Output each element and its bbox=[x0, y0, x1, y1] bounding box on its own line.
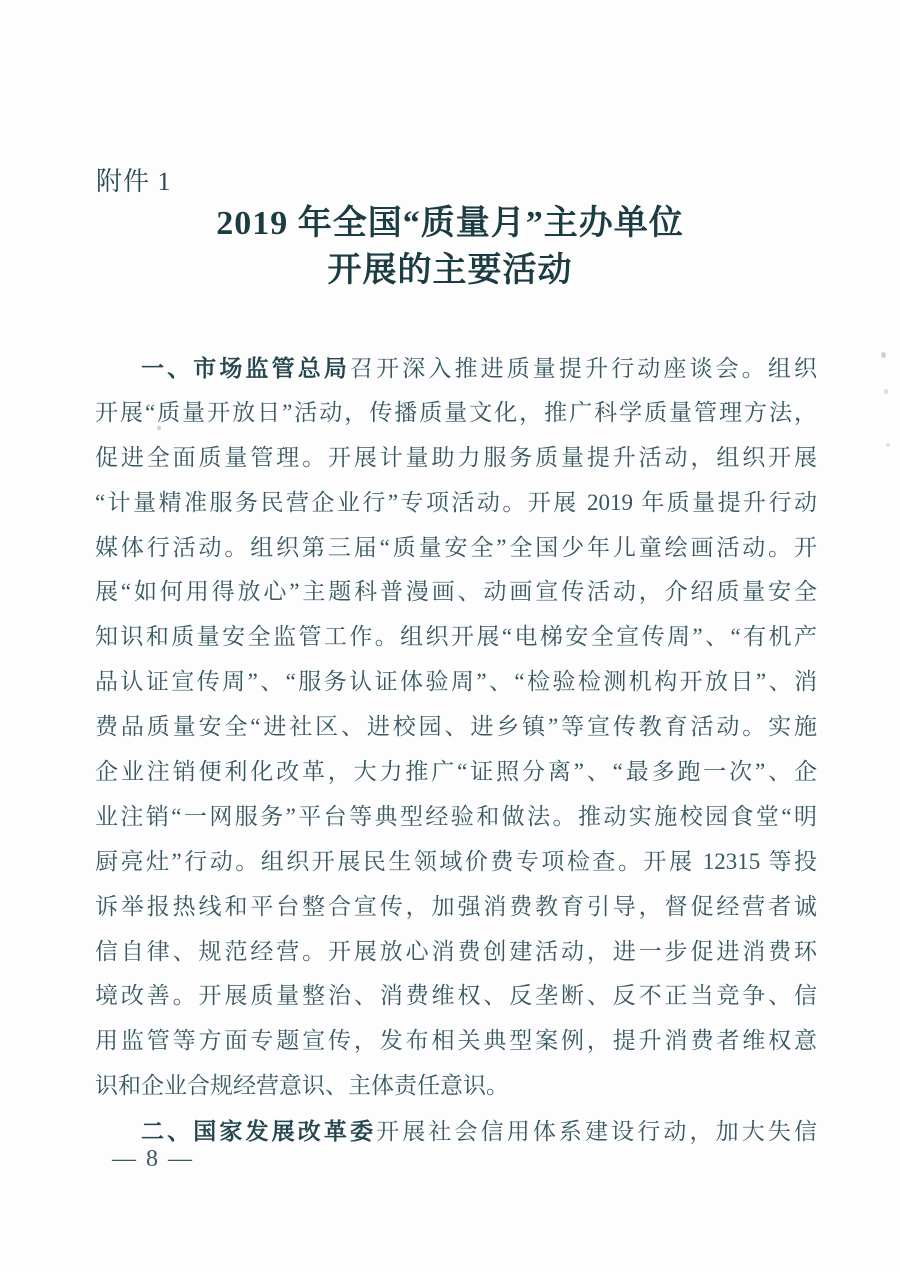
text-line-content: 业注销“一网服务”平台等典型经验和做法。推动实施校园食堂“明 bbox=[95, 803, 817, 829]
scan-artifact bbox=[886, 443, 890, 447]
text-line-content: 开展“质量开放日”活动，传播质量文化，推广科学质量管理方法， bbox=[95, 399, 817, 425]
text-line bbox=[95, 570, 817, 615]
text-line-content: 诉举报热线和平台整合宣传，加强消费教育引导，督促经营者诚 bbox=[95, 893, 817, 919]
text-line-content: 促进全面质量管理。开展计量助力服务质量提升活动，组织开展 bbox=[95, 444, 817, 470]
text-line-content: 展“如何用得放心”主题科普漫画、动画宣传活动，介绍质量安全 bbox=[95, 579, 817, 605]
document-title-line2: 开展的主要活动 bbox=[327, 252, 573, 289]
text-line-content: 境改善。开展质量整治、消费维权、反垄断、反不正当竞争、信 bbox=[95, 983, 817, 1009]
text-line bbox=[95, 750, 817, 795]
text-line bbox=[95, 346, 817, 391]
text-line-content: 媒体行活动。组织第三届“质量安全”全国少年儿童绘画活动。开 bbox=[95, 534, 817, 560]
text-line bbox=[95, 436, 817, 481]
text-line-content: 品认证宣传周”、“服务认证体验周”、“检验检测机构开放日”、消 bbox=[95, 669, 817, 695]
text-line-content: 知识和质量安全监管工作。组织开展“电梯安全宣传周”、“有机产 bbox=[95, 624, 817, 650]
text-line bbox=[95, 1064, 817, 1109]
text-line bbox=[95, 481, 817, 526]
text-line bbox=[95, 930, 817, 975]
paragraph-lead: 二、国家发展改革委 bbox=[141, 1118, 377, 1145]
text-line bbox=[95, 840, 817, 885]
text-line bbox=[95, 615, 817, 660]
page-number: — 8 — bbox=[112, 1146, 194, 1172]
attachment-label: 附件 1 bbox=[96, 167, 172, 196]
text-line-content: “计量精准服务民营企业行”专项活动。开展 2019 年质量提升行动 bbox=[95, 489, 817, 515]
text-line-content: 识和企业合规经营意识、主体责任意识。 bbox=[95, 1073, 509, 1099]
text-line bbox=[95, 1109, 817, 1154]
text-line bbox=[95, 974, 817, 1019]
text-line-content: 用监管等方面专题宣传，发布相关典型案例，提升消费者维权意 bbox=[95, 1028, 817, 1054]
document-body bbox=[95, 346, 817, 1154]
document-title-line1: 2019 年全国“质量月”主办单位 bbox=[216, 205, 684, 242]
text-line bbox=[95, 660, 817, 705]
text-line-content: 企业注销便利化改革，大力推广“证照分离”、“最多跑一次”、企 bbox=[95, 759, 817, 785]
text-line bbox=[95, 1019, 817, 1064]
text-line-content: 厨亮灶”行动。组织开展民生领域价费专项检查。开展 12315 等投 bbox=[95, 848, 817, 874]
text-line-content: 开展社会信用体系建设行动，加大失信 bbox=[376, 1119, 817, 1145]
text-line bbox=[95, 885, 817, 930]
scan-artifact bbox=[884, 389, 888, 394]
text-line bbox=[95, 391, 817, 436]
scan-artifact bbox=[157, 426, 161, 430]
text-line bbox=[95, 795, 817, 840]
document-title bbox=[0, 200, 900, 294]
text-line bbox=[95, 705, 817, 750]
text-line-content: 召开深入推进质量提升行动座谈会。组织 bbox=[349, 356, 817, 381]
paragraph-lead: 一、市场监管总局 bbox=[141, 355, 350, 381]
text-line bbox=[95, 526, 817, 571]
text-line-content: 信自律、规范经营。开展放心消费创建活动，进一步促进消费环 bbox=[95, 938, 817, 964]
text-line-content: 费品质量安全“进社区、进校园、进乡镇”等宣传教育活动。实施 bbox=[95, 714, 817, 740]
scan-artifact bbox=[881, 352, 886, 358]
